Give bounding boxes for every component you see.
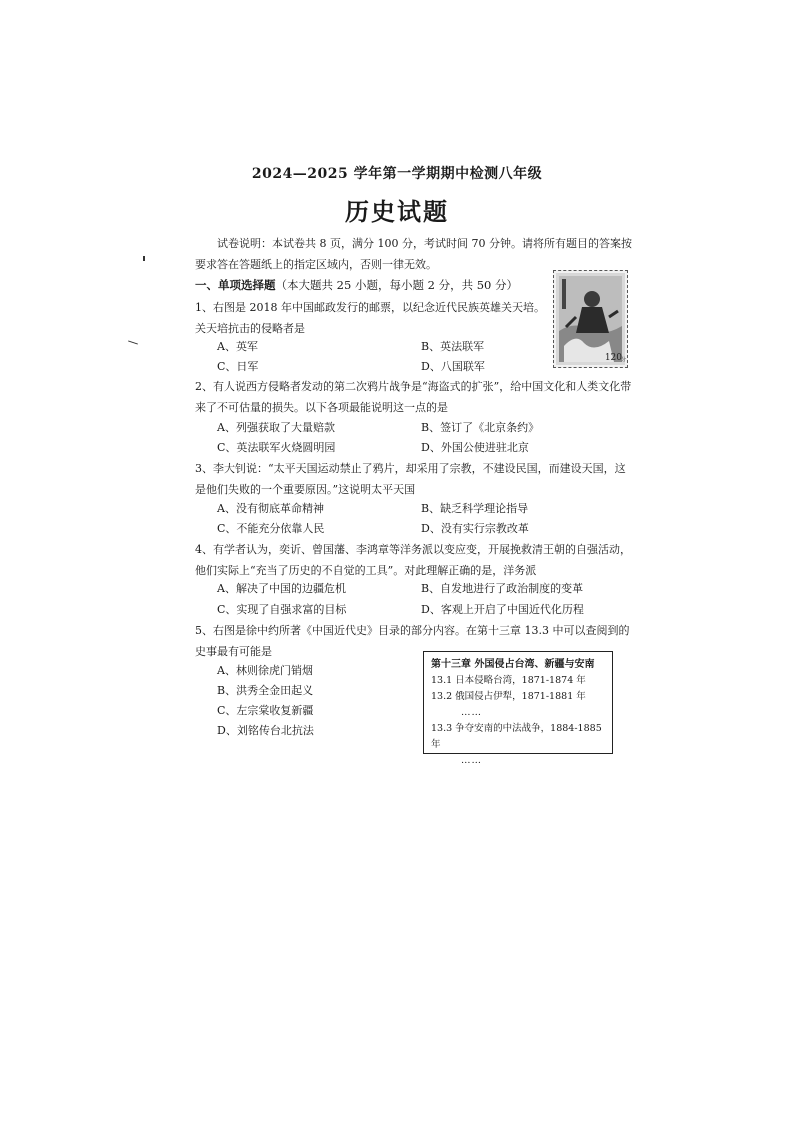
question-4-option-c: C、实现了自强求富的目标 [217,603,347,616]
question-1: 1、右图是 2018 年中国邮政发行的邮票，以纪念近代民族英雄关天培。关天培抗击的侵略者是 [195,301,545,335]
question-3-option-b: B、缺乏科学理论指导 [421,502,529,515]
stamp-image [553,270,628,368]
question-2: 2、有人说西方侵略者发动的第二次鸦片战争是“海盗式的扩张”，给中国文化和人类文化带来了不可估量的损失。以下各项最能说明这一点的是 [195,380,632,414]
section-heading [195,275,518,296]
question-2-option-d: D、外国公使进驻北京 [421,441,529,454]
question-3-option-a: A、没有彻底革命精神 [217,502,324,515]
question-1-option-a: A、英军 [217,340,258,353]
question-1-option-b: B、英法联军 [421,340,485,353]
section-note: （本大题共 25 小题，每小题 2 分，共 50 分） [275,278,519,292]
question-5-option-b: B、洪秀全金田起义 [217,684,314,697]
scan-mark-left [143,256,145,261]
toc-excerpt-box [423,651,613,766]
exam-title: 历史试题 [345,197,449,226]
question-3: 3、李大钊说：“太平天国运动禁止了鸦片，却采用了宗教，不建设民国，而建设天国，这是他们失败的一个重要原因。”这说明太平天国 [195,462,626,496]
toc-line-13-1: 13.1 日本侵略台湾，1871-1874 年 [431,675,586,686]
stamp-value: 120 [604,353,622,363]
section-title: 一、单项选择题 [195,278,276,292]
question-3-option-c: C、不能充分依靠人民 [217,522,325,535]
toc-line-13-2: 13.2 俄国侵占伊犁，1871-1881 年 [431,691,586,702]
toc-ellipsis-2: …… [461,755,482,766]
toc-ellipsis-1: …… [461,707,482,718]
question-2-option-b: B、签订了《北京条约》 [421,421,540,434]
exam-subtitle: 2024—2025 学年第一学期期中检测八年级 [251,166,543,182]
question-2-option-a: A、列强获取了大量赔款 [217,421,335,434]
question-1-option-d: D、八国联军 [421,360,485,373]
stamp-unit: 分 [620,357,626,363]
exam-instructions: 试卷说明：本试卷共 8 页，满分 100 分，考试时间 70 分钟。请将所有题目的答案按要求答在答题纸上的指定区域内，否则一律无效。 [195,237,632,271]
toc-chapter-heading: 第十三章 外国侵占台湾、新疆与安南 [431,659,595,670]
toc-line-13-3: 13.3 争夺安南的中法战争，1884-1885 年 [431,723,602,750]
question-5-option-a: A、林则徐虎门销烟 [217,664,313,677]
scan-mark-dash [128,340,138,344]
question-5-option-d: D、刘铭传台北抗法 [217,724,314,737]
question-4-option-a: A、解决了中国的边疆危机 [217,582,346,595]
question-1-option-c: C、日军 [217,360,259,373]
question-3-option-d: D、没有实行宗教改革 [421,522,529,535]
question-4-option-b: B、自发地进行了政治制度的变革 [421,582,584,595]
question-5: 5、右图是徐中约所著《中国近代史》目录的部分内容。在第十三章 13.3 中可以查阅到的史事最有可能是 [195,624,630,658]
question-2-option-c: C、英法联军火烧圆明园 [217,441,336,454]
question-4: 4、有学者认为，奕䜣、曾国藩、李鸿章等洋务派以变应变，开展挽救清王朝的自强活动，他们实际上“充当了历史的不自觉的工具”。对此理解正确的是，洋务派 [195,543,631,577]
question-4-option-d: D、客观上开启了中国近代化历程 [421,603,584,616]
question-5-option-c: C、左宗棠收复新疆 [217,704,314,717]
